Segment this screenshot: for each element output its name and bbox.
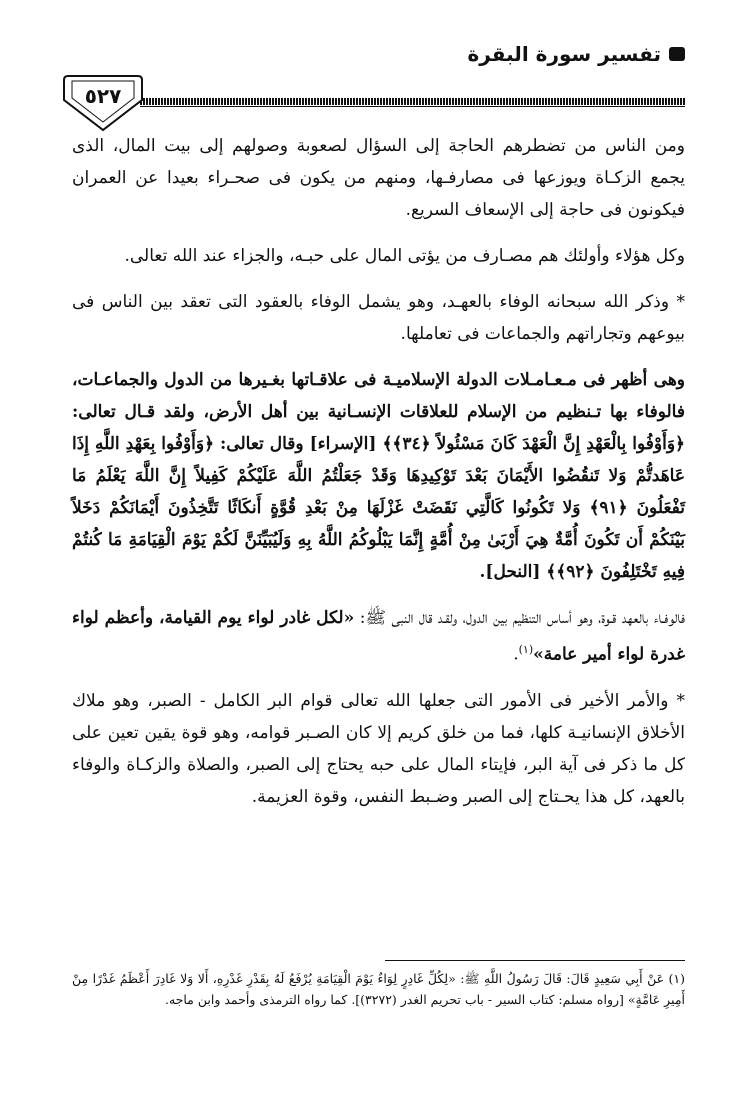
page-number: ٥٢٧	[84, 84, 122, 108]
header-title: تفسير سورة البقرة	[467, 42, 661, 66]
footnote-ref: (١)	[518, 643, 534, 656]
footnote-rule	[385, 960, 685, 961]
paragraph: * والأمر الأخير فى الأمور التى جعلها الله تعالى قوام البر الكامل - الصبر، وهو ملاك الأخلاق الإنسانيـة كلها، فما من خلق كريم إلا كان الصـبر قوامه، وهو قوة يقين تعين على كل ما ذكر فى آية البر، فإيتاء المال على حبه يحتاج إلى الصبر، والصلاة والزكـاة والوفاء بالعهد، كل هذا يحـتاج إلى الصبر وضـبط النفس، وقوة العزيمة.	[72, 690, 685, 807]
header-ornament-icon	[669, 47, 685, 61]
footnote	[72, 968, 685, 1010]
header-rule-thin	[140, 106, 685, 107]
paragraph-text: فالوفـاء بالعهد قـوة، وهو أساس التنظيم بين الدول، ولقـد قال النبى ﷺ:	[359, 608, 685, 628]
paragraph: وكل هؤلاء وأولئك هم مصـارف من يؤتى المال على حبـه، والجزاء عند الله تعالى.	[124, 246, 685, 266]
paragraph-hadith: فالوفـاء بالعهد قـوة، وهو أساس التنظيم بين الدول، ولقـد قال النبى ﷺ: «لكل غادر لواء يوم القيامة، وأعظم لواء غدرة لواء أمير عامة»$^{(١)}$.	[72, 608, 685, 665]
paragraph: ومن الناس من تضطرهم الحاجة إلى السؤال لصعوبة وصولهم إلى بيت المال، الذى يجمع الزكـاة ويوزعها فى مصارفـها، ومنهم من يكون فى صحـراء بعيدا عن العمران فيكونون فى حاجة إلى الإسعاف السريع.	[72, 136, 685, 220]
header-rule	[140, 98, 685, 105]
main-text	[72, 130, 685, 827]
paragraph: * وذكر الله سبحانه الوفاء بالعهـد، وهو يشمل الوفاء بالعقود التى تعقد بين الناس فى بيوعهم وتجاراتهم والجماعات فى تعاملها.	[72, 292, 685, 344]
hadith-quote: «لكل غادر لواء يوم القيامة، وأعظم لواء غدرة لواء أمير عامة»	[72, 608, 685, 665]
footnote-text: (١) عَنْ أَبِي سَعِيدٍ قَالَ: قَالَ رَسُولُ اللَّهِ ﷺ: «لِكُلِّ غَادِرٍ لِوَاءٌ يَوْمَ الْقِيَامَةِ يُرْفَعُ لَهُ بِقَدْرِ غَدْرِهِ، أَلا وَلا غَادِرَ أَعْظَمُ غَدْرًا مِنْ أَمِيرِ عَامَّةٍ» [رواه مسلم: كتاب السير - باب تحريم الغدر (٣٢٧٢)]. كما رواه الترمذى وأحمد وابن ماجه.	[72, 971, 685, 1007]
paragraph-quran: وهى أظهر فى مـعـامـلات الدولة الإسلاميـة فى علاقـاتها بغـيرها من الدول والجماعـات، فالوفاء بها تـنظيم من الإسلام للعلاقات الإنسـانية بين أهل الأرض، ولقد قـال تعالى: ﴿وَأَوْفُوا بِالْعَهْدِ إِنَّ الْعَهْدَ كَانَ مَسْئُولاً ﴿٣٤﴾﴾ [الإسراء] وقال تعالى: ﴿وَأَوْفُوا بِعَهْدِ اللَّهِ إِذَا عَاهَدتُّمْ وَلا تَنقُضُوا الأَيْمَانَ بَعْدَ تَوْكِيدِهَا وَقَدْ جَعَلْتُمُ اللَّهَ عَلَيْكُمْ كَفِيلاً إِنَّ اللَّهَ يَعْلَمُ مَا تَفْعَلُونَ ﴿٩١﴾ وَلا تَكُونُوا كَالَّتِي نَقَضَتْ غَزْلَهَا مِنْ بَعْدِ قُوَّةٍ أَنكَاثًا تَتَّخِذُونَ أَيْمَانَكُمْ دَخَلاً بَيْنَكُمْ أَن تَكُونَ أُمَّةٌ هِيَ أَرْبَىٰ مِنْ أُمَّةٍ إِنَّمَا يَبْلُوكُمُ اللَّهُ بِهِ وَلَيُبَيِّنَنَّ لَكُمْ يَوْمَ الْقِيَامَةِ مَا كُنتُمْ فِيهِ تَخْتَلِفُونَ ﴿٩٢﴾﴾ [النحل].	[72, 370, 686, 582]
running-header	[468, 42, 686, 66]
